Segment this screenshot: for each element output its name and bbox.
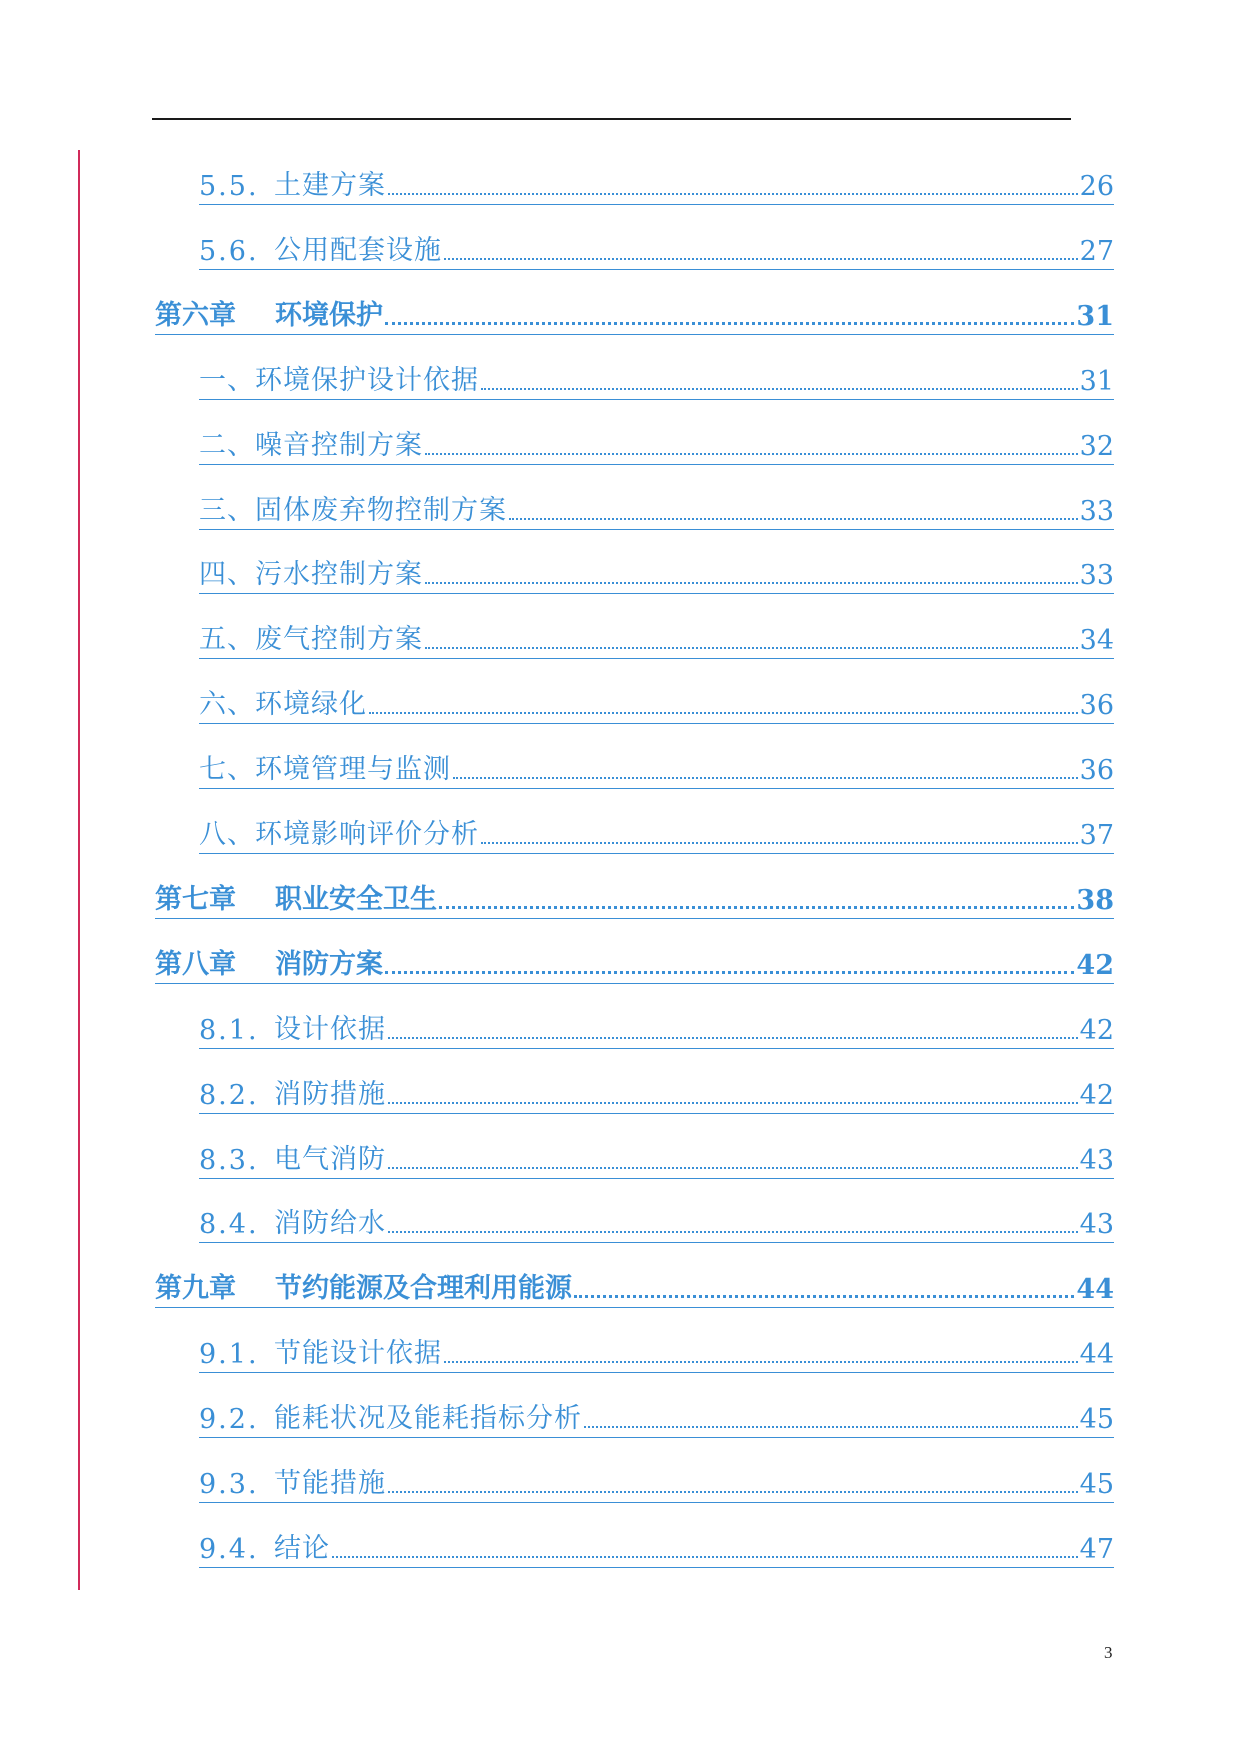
toc-entry-page: 42 [1076,949,1114,981]
toc-section-entry[interactable] [199,160,1114,205]
toc-section-entry[interactable] [199,744,1114,789]
toc-entry-number: 第八章 [155,948,236,980]
toc-section-entry[interactable] [199,614,1114,659]
toc-entry-page: 37 [1079,820,1114,851]
toc-entry-title: 消防措施 [274,1078,386,1110]
toc-dot-leader [385,322,1074,325]
toc-dot-leader [425,582,1078,584]
toc-section-entry[interactable] [199,1004,1114,1049]
toc-entry-page: 32 [1079,430,1114,462]
toc-entry-number: 8.4. [199,1209,259,1241]
toc-entry-title: 土建方案 [274,170,386,201]
toc-dot-leader [574,1295,1074,1298]
toc-dot-leader [332,1556,1078,1558]
toc-dot-leader [425,647,1078,649]
toc-entry-page: 36 [1079,755,1114,787]
toc-dot-leader [385,971,1074,974]
toc-entry-title: 电气消防 [274,1143,386,1175]
toc-entry-title: 设计依据 [274,1013,386,1045]
toc-dot-leader [444,1361,1078,1363]
toc-entry-title: 二、噪音控制方案 [199,429,423,461]
toc-entry-page: 34 [1079,625,1114,657]
toc-section-entry[interactable] [199,1328,1114,1373]
toc-section-entry[interactable] [199,809,1114,854]
toc-entry-number: 8.1. [199,1014,259,1046]
toc-entry-number: 9.4. [199,1533,259,1565]
toc-section-entry[interactable] [199,1198,1114,1243]
toc-section-entry[interactable] [199,485,1114,530]
toc-entry-page: 33 [1079,560,1114,592]
toc-section-entry[interactable] [199,679,1114,724]
toc-dot-leader [453,777,1078,779]
toc-entry-title: 三、固体废弃物控制方案 [199,494,507,526]
toc-entry-page: 31 [1079,365,1114,397]
toc-entry-number: 9.3. [199,1469,259,1500]
toc-section-entry[interactable] [199,1523,1114,1568]
toc-entry-number: 8.2. [199,1079,259,1111]
toc-entry-title: 六、环境绿化 [199,689,367,721]
toc-entry-title: 消防给水 [274,1208,386,1240]
toc-entry-number: 第七章 [155,883,236,915]
toc-entry-title: 能耗状况及能耗指标分析 [274,1403,582,1435]
toc-entry-page: 26 [1079,171,1114,202]
toc-section-entry[interactable] [199,1069,1114,1114]
toc-entry-page: 42 [1079,1079,1114,1111]
toc-entry-number: 5.6. [199,235,259,267]
toc-entry-page: 44 [1076,1274,1114,1306]
toc-section-entry[interactable] [199,549,1114,594]
toc-entry-page: 47 [1079,1533,1114,1565]
toc-entry-page: 44 [1079,1339,1114,1371]
toc-entry-title: 一、环境保护设计依据 [199,364,479,396]
toc-entry-title: 公用配套设施 [274,234,442,266]
toc-entry-page: 36 [1079,690,1114,722]
toc-entry-page: 43 [1079,1209,1114,1241]
toc-entry-number: 8.3. [199,1144,259,1176]
toc-entry-page: 45 [1079,1469,1114,1500]
toc-chapter-entry[interactable] [155,939,1114,984]
toc-dot-leader [584,1426,1078,1428]
toc-dot-leader [388,1231,1078,1233]
toc-entry-title: 消防方案 [275,948,383,980]
toc-dot-leader [509,518,1078,520]
toc-dot-leader [388,1491,1078,1493]
toc-entry-page: 31 [1076,300,1114,332]
toc-entry-page: 43 [1079,1144,1114,1176]
toc-chapter-entry[interactable] [155,874,1114,919]
toc-entry-title: 五、废气控制方案 [199,624,423,656]
toc-entry-page: 45 [1079,1404,1114,1436]
toc-entry-title: 八、环境影响评价分析 [199,819,479,850]
toc-entry-number: 第九章 [155,1273,236,1305]
toc-entry-number: 9.2. [199,1404,259,1436]
toc-entry-page: 33 [1079,495,1114,527]
toc-chapter-entry[interactable] [155,290,1114,335]
page-number: 3 [1104,1643,1113,1662]
toc-dot-leader [444,258,1078,260]
toc-section-entry[interactable] [199,1393,1114,1438]
toc-entry-number: 9.1. [199,1339,259,1371]
toc-entry-title: 结论 [274,1532,330,1564]
toc-chapter-entry[interactable] [155,1263,1114,1308]
toc-section-entry[interactable] [199,420,1114,465]
toc-entry-number: 第六章 [155,299,236,331]
toc-entry-title: 节能设计依据 [274,1338,442,1370]
toc-section-entry[interactable] [199,355,1114,400]
toc-entry-number: 5.5. [199,171,259,202]
toc-section-entry[interactable] [199,1458,1114,1503]
toc-entry-page: 42 [1079,1014,1114,1046]
toc-dot-leader [439,906,1074,909]
toc-section-entry[interactable] [199,225,1114,270]
toc-entry-page: 27 [1079,235,1114,267]
toc-dot-leader [425,453,1078,455]
toc-dot-leader [388,193,1078,195]
toc-entry-page: 38 [1076,884,1114,916]
toc-entry-title: 职业安全卫生 [275,883,437,915]
toc-section-entry[interactable] [199,1134,1114,1179]
toc-dot-leader [388,1167,1078,1169]
toc-entry-title: 七、环境管理与监测 [199,754,451,786]
toc-entry-title: 节约能源及合理利用能源 [275,1273,572,1305]
toc-dot-leader [481,388,1078,390]
toc-entry-title: 环境保护 [275,299,383,331]
toc-dot-leader [388,1037,1078,1039]
toc-entry-title: 四、污水控制方案 [199,559,423,591]
toc-dot-leader [388,1102,1078,1104]
toc-dot-leader [369,712,1078,714]
toc-dot-leader [481,842,1078,844]
toc-entry-title: 节能措施 [274,1468,386,1499]
